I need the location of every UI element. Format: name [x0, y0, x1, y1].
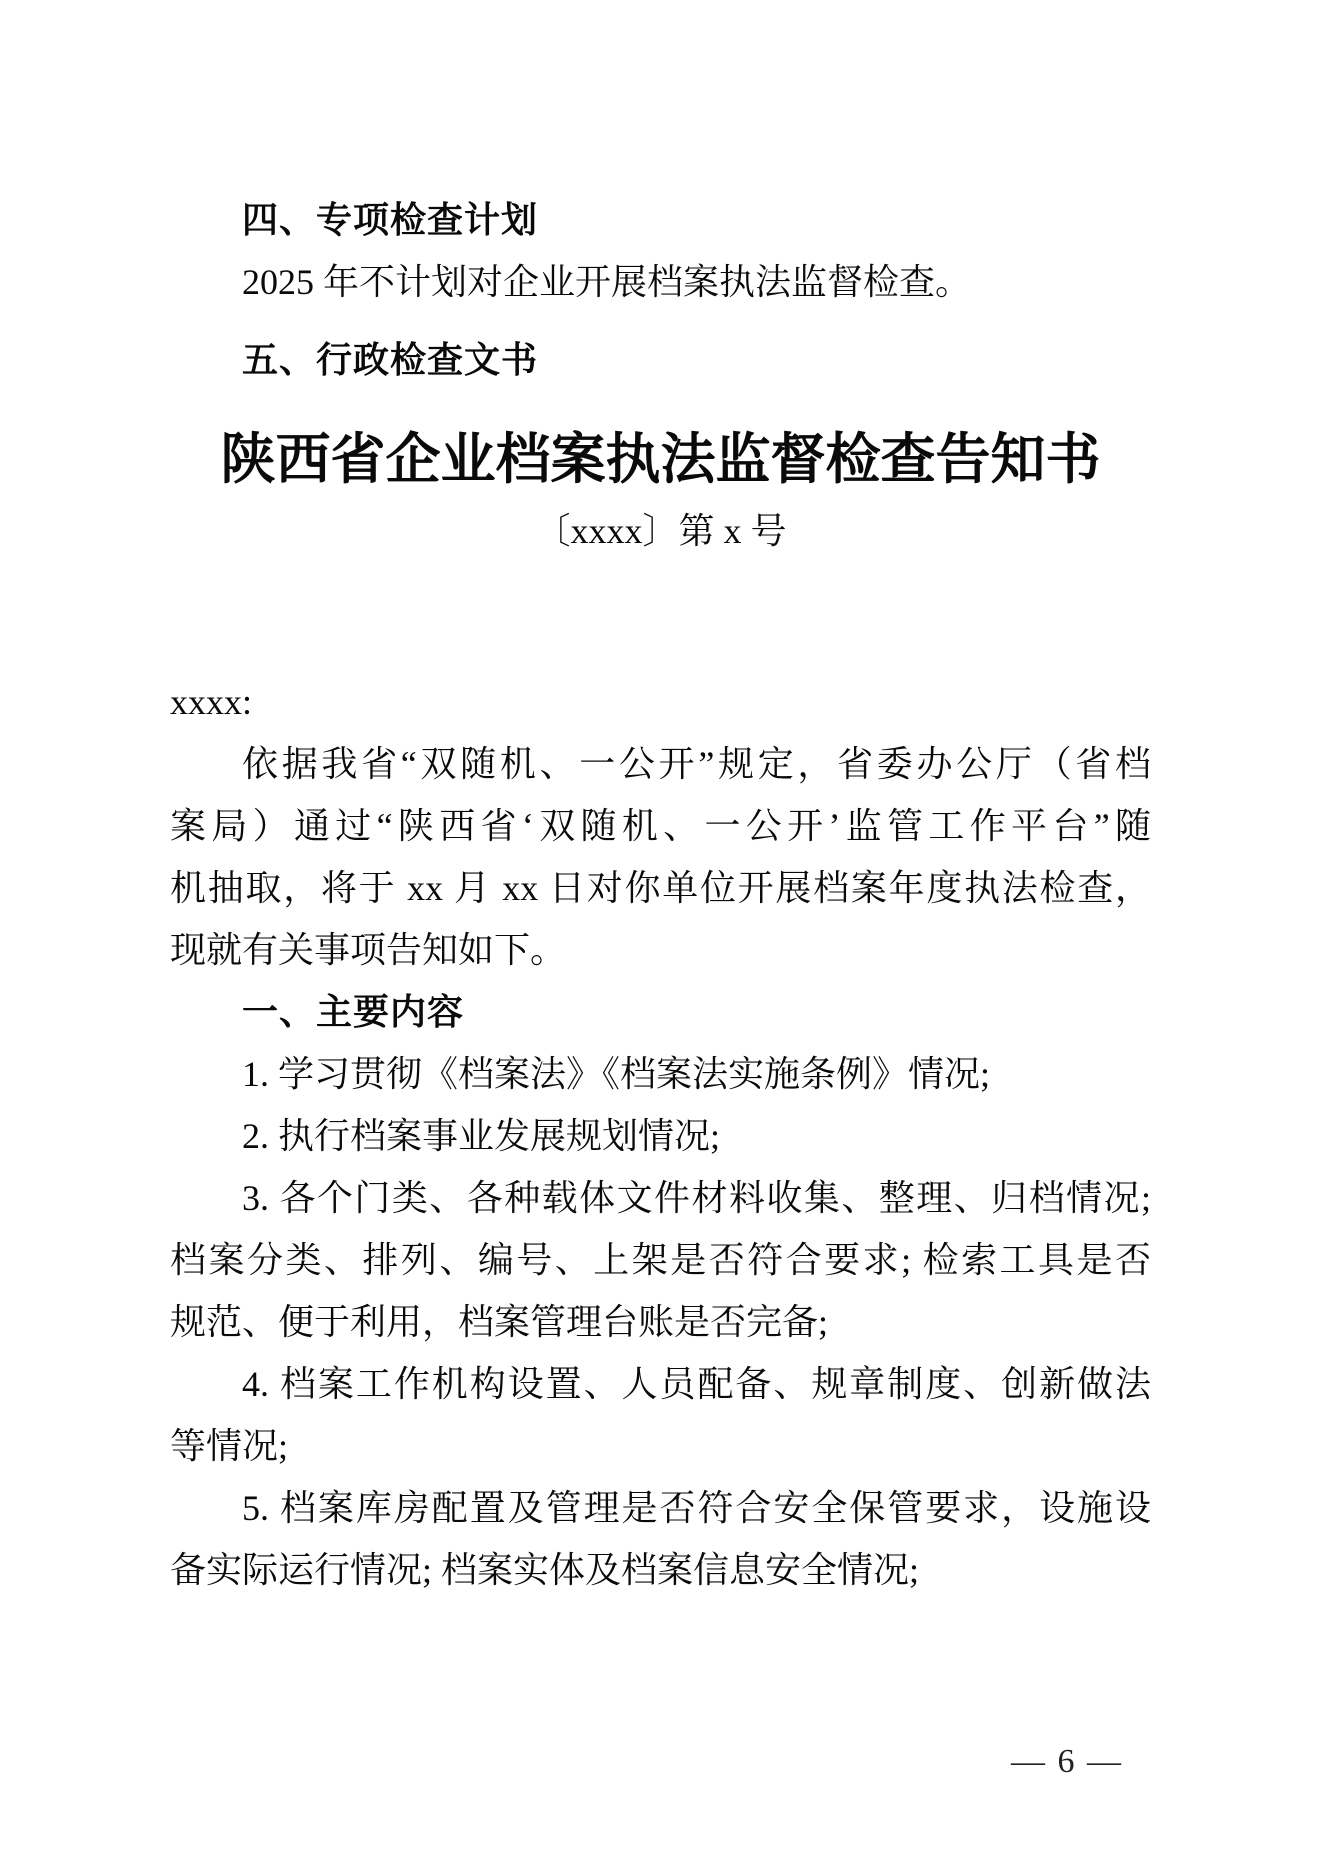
doc-number: 〔xxxx〕第 x 号	[534, 511, 787, 551]
addressee: xxxx:	[170, 682, 253, 722]
item-1: 1. 学习贯彻《档案法》《档案法实施条例》情况;	[242, 1054, 991, 1094]
notice-title: 陕西省企业档案执法监督检查告知书	[220, 429, 1101, 490]
paragraph-intro-line-2: 案局）通过“陕西省‘双随机、一公开’监管工作平台”随	[170, 806, 1151, 846]
section-heading-5: 五、行政检查文书	[242, 339, 539, 380]
paragraph-intro-line-4: 现就有关事项告知如下。	[170, 930, 567, 970]
item-5-line-1: 5. 档案库房配置及管理是否符合安全保管要求，设施设	[242, 1488, 1151, 1528]
item-5-line-2: 备实际运行情况; 档案实体及档案信息安全情况;	[170, 1550, 920, 1590]
item-4-line-1: 4. 档案工作机构设置、人员配备、规章制度、创新做法	[242, 1364, 1151, 1404]
paragraph-intro-line-3: 机抽取，将于 xx 月 xx 日对你单位开展档案年度执法检查，	[170, 868, 1151, 908]
item-3-line-2: 档案分类、排列、编号、上架是否符合要求; 检索工具是否	[170, 1240, 1151, 1280]
section-4-body: 2025 年不计划对企业开展档案执法监督检查。	[242, 262, 972, 302]
item-3-line-1: 3. 各个门类、各种载体文件材料收集、整理、归档情况;	[242, 1178, 1151, 1218]
paragraph-intro-line-1: 依据我省“双随机、一公开”规定，省委办公厅（省档	[242, 744, 1151, 784]
section-heading-4: 四、专项检查计划	[242, 199, 539, 240]
item-4-line-2: 等情况;	[170, 1426, 289, 1466]
text-block	[170, 0, 1151, 1601]
item-2: 2. 执行档案事业发展规划情况;	[242, 1116, 721, 1156]
item-3-line-3: 规范、便于利用，档案管理台账是否完备;	[170, 1302, 829, 1342]
page-number: — 6 —	[1011, 1743, 1123, 1780]
section-heading-1: 一、主要内容	[242, 991, 465, 1032]
